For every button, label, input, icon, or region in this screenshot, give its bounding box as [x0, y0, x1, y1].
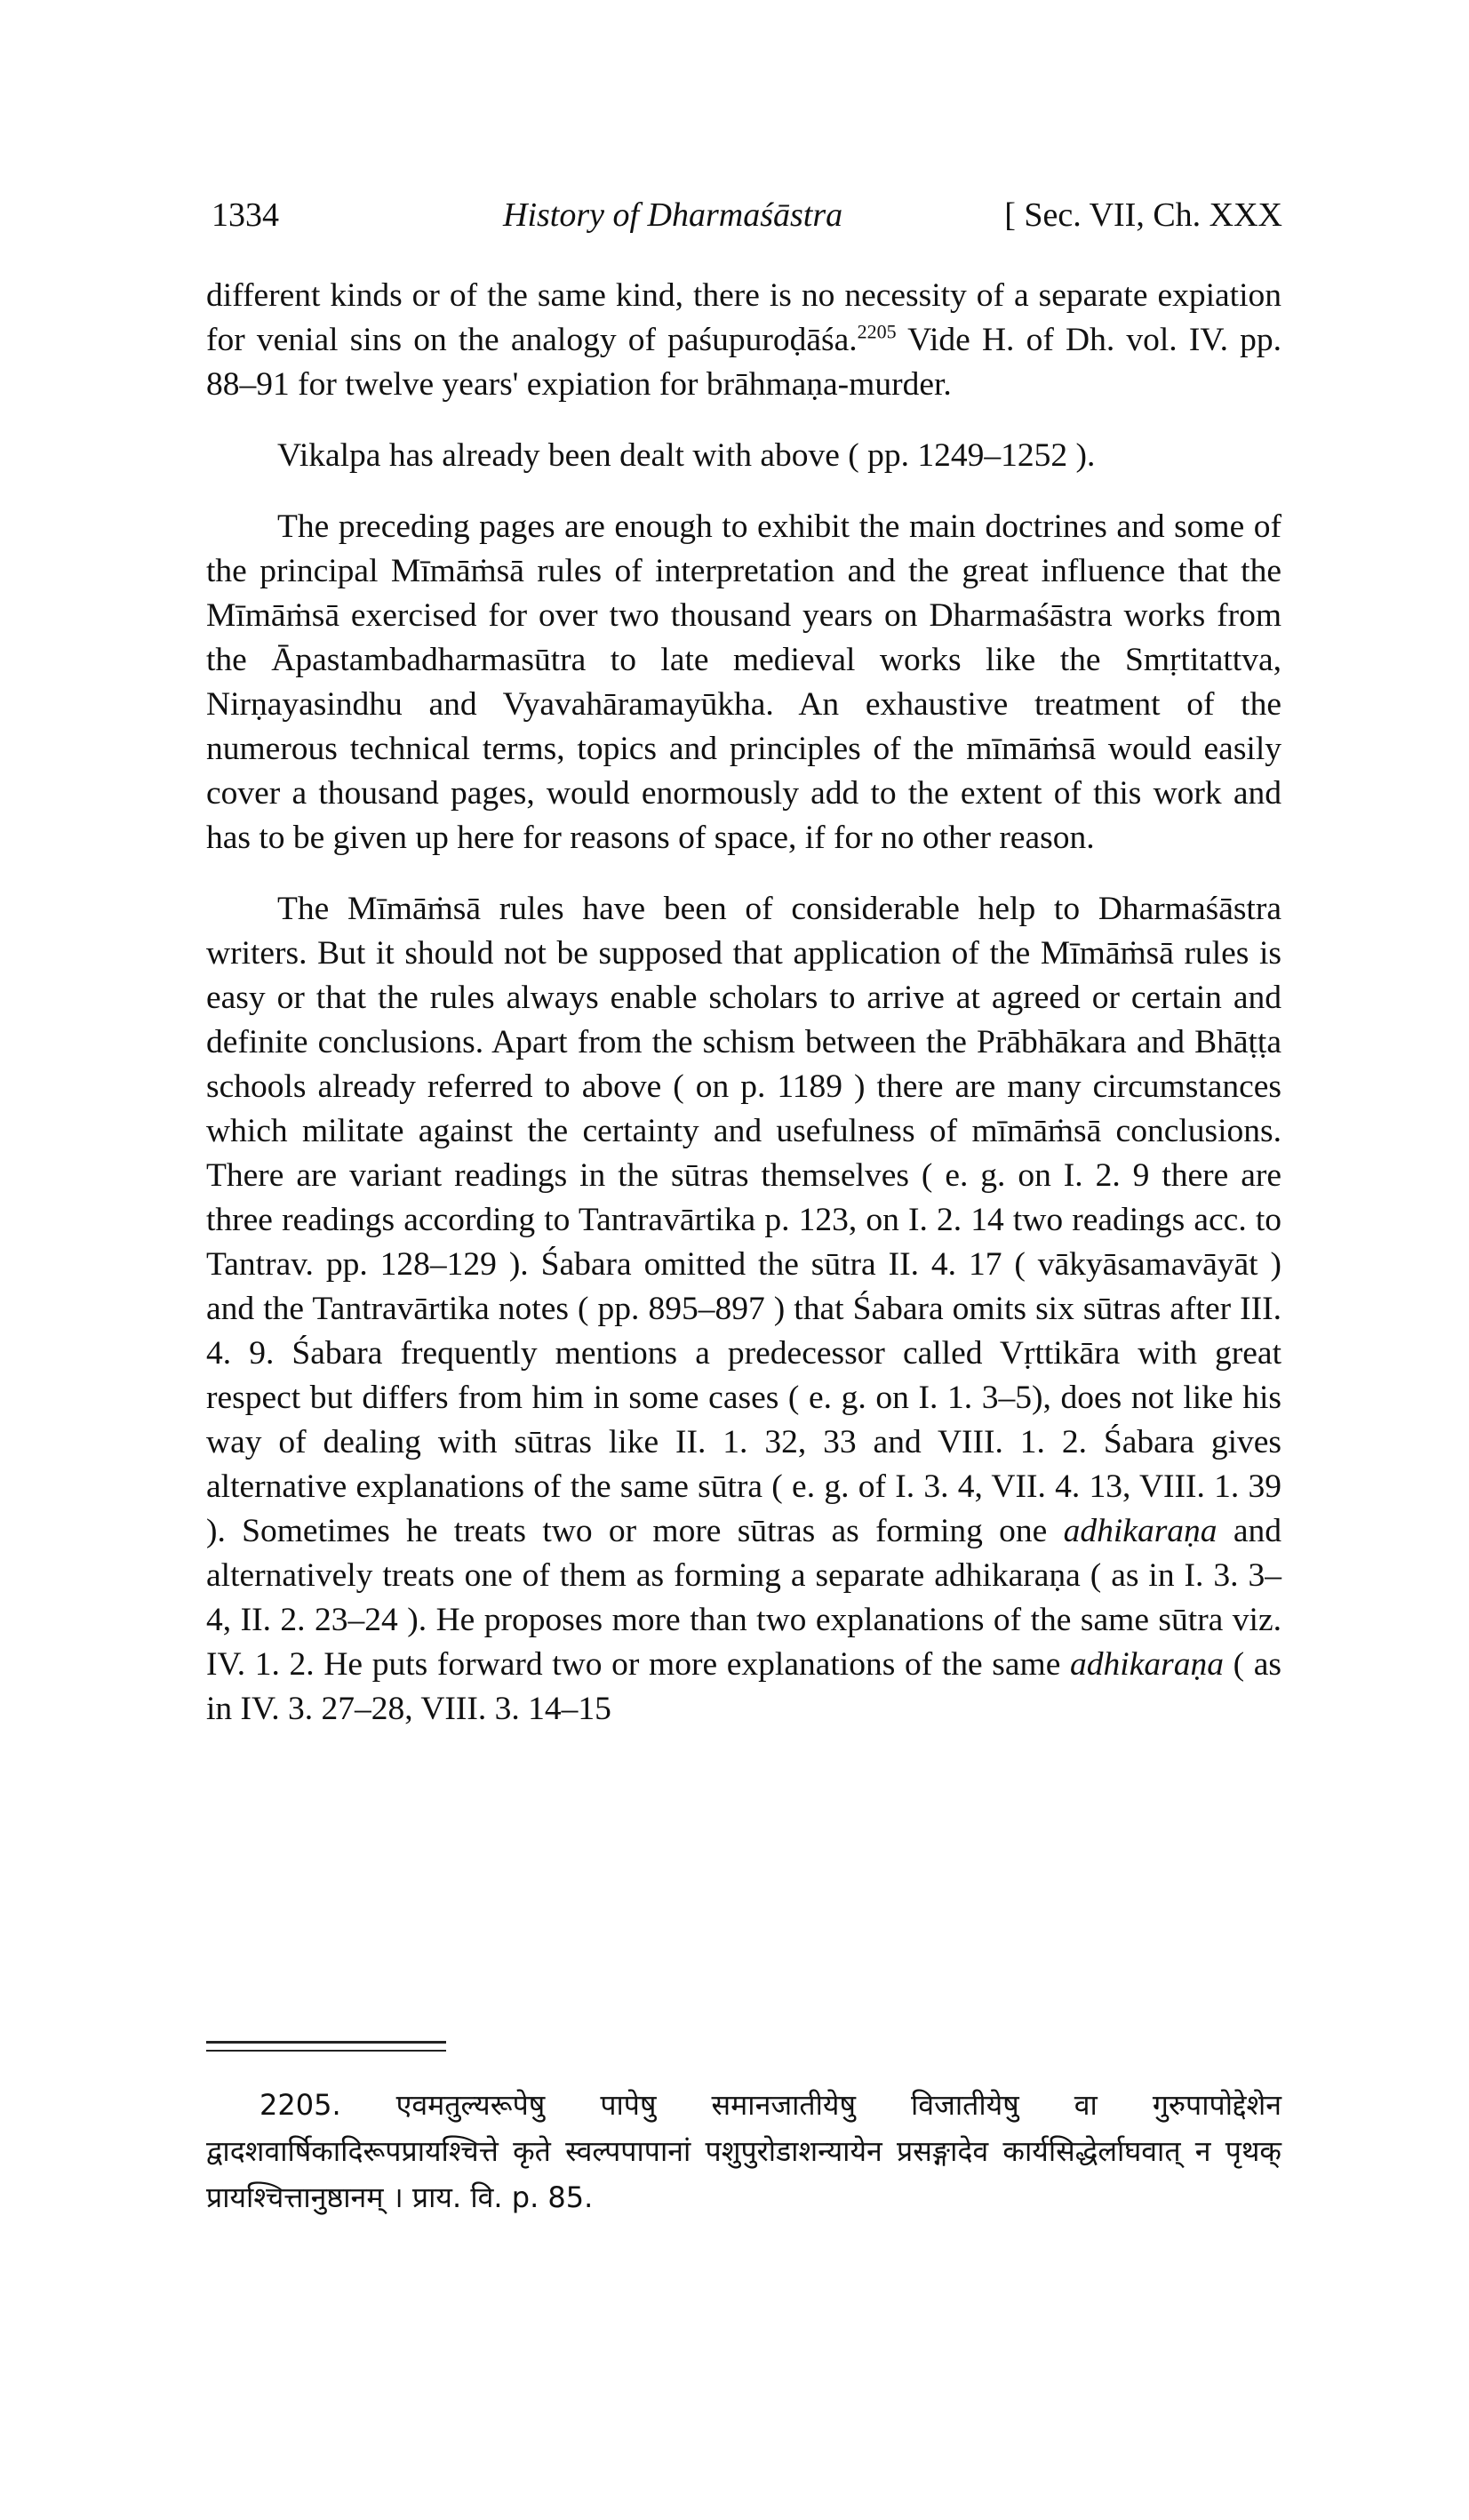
page-number: 1334: [212, 196, 279, 234]
paragraph-mimamsa-rules: [206, 887, 1281, 1732]
paragraph-text: different kinds or of the same kind, there is no necessity of a separate expiation for venial sins on the analogy of paśupuroḍāśa.: [206, 277, 1281, 358]
book-title: History of Dharmaśāstra: [503, 196, 843, 234]
footnote-text: एवमतुल्यरूपेषु पापेषु समानजातीयेषु विजातीयेषु वा गुरुपापोद्देशेन द्वादशवार्षिकादिरूपप्रायश्चित्ते कृते स्वल्पपापानां पशुपुरोडाशन्यायेन प्रसङ्गादेव कार्यसिद्धेर्लाघवात् न पृथक् प्रायश्चित्तानुष्ठानम् । प्राय. वि. p. 85.: [206, 2088, 1281, 2214]
footnote-2205: [206, 2082, 1281, 2220]
paragraph-text: Vide H. of Dh. vol. IV. pp. 88–91 for twelve years' expiation for brāhmaṇa-murder.: [206, 322, 1281, 403]
paragraph-continuation: [206, 274, 1281, 407]
paragraph-mimamsa-doctrines: The preceding pages are enough to exhibit the main doctrines and some of the principal Mīmāṁsā rules of interpretation and the great influence that the Mīmāṁsā exercised for over two thousand years on Dharmaśāstra works from the Āpastambadharmasūtra to late medieval works like the Smṛtitattva, Nirṇayasindhu and Vyavahāramayūkha. An exhaustive treatment of the numerous technical terms, topics and principles of the mīmāṁsā would easily cover a thousand pages, would enormously add to the extent of this work and has to be given up here for reasons of space, if for no other reason.: [206, 508, 1281, 856]
footnote-number: 2205.: [259, 2088, 341, 2122]
italic-term: adhikaraṇa: [1063, 1513, 1218, 1549]
italic-term: adhikaraṇa: [1070, 1646, 1224, 1683]
body-text: [206, 274, 1281, 1758]
paragraph-text: and alternatively treats one of them as forming a separate adhikaraṇa ( as in I. 3. 3–4, II. 2. 23–24 ). He proposes more than two explanations of the same sūtra viz. IV. 1. 2. He puts forward two or more explanations of the same: [206, 1513, 1281, 1683]
footnote-marker[interactable]: 2205: [857, 320, 897, 343]
paragraph-vikalpa: Vikalpa has already been dealt with above ( pp. 1249–1252 ).: [277, 437, 1096, 474]
paragraph-text: ( as in IV. 3. 27–28, VIII. 3. 14–15: [206, 1646, 1281, 1727]
running-head: [212, 188, 1282, 242]
footnote-divider: [206, 2041, 446, 2044]
section-reference: [ Sec. VII, Ch. XXX: [1004, 196, 1282, 234]
paragraph-text: The Mīmāṁsā rules have been of considerable help to Dharmaśāstra writers. But it should not be supposed that application of the Mīmāṁsā rules is easy or that the rules always enable scholars to arrive at agreed or certain and definite conclusions. Apart from the schism between the Prābhākara and Bhāṭṭa schools already referred to above ( on p. 1189 ) there are many circumstances which militate against the certainty and usefulness of mīmāṁsā conclusions. There are variant readings in the sūtras themselves ( e. g. on I. 2. 9 there are three readings according to Tantravārtika p. 123, on I. 2. 14 two readings acc. to Tantrav. pp. 128–129 ). Śabara omitted the sūtra II. 4. 17 ( vākyāsamavāyāt ) and the Tantravārtika notes ( pp. 895–897 ) that Śabara omits six sūtras after III. 4. 9. Śabara frequently mentions a predecessor called Vṛttikāra with great respect but differs from him in some cases ( e. g. on I. 1. 3–5), does not like his way of dealing with sūtras like II. 1. 32, 33 and VIII. 1. 2. Śabara gives alternative explanations of the same sūtra ( e. g. of I. 3. 4, VII. 4. 13, VIII. 1. 39 ). Sometimes he treats two or more sūtras as forming one: [206, 891, 1281, 1549]
footnote-divider: [206, 2050, 446, 2052]
